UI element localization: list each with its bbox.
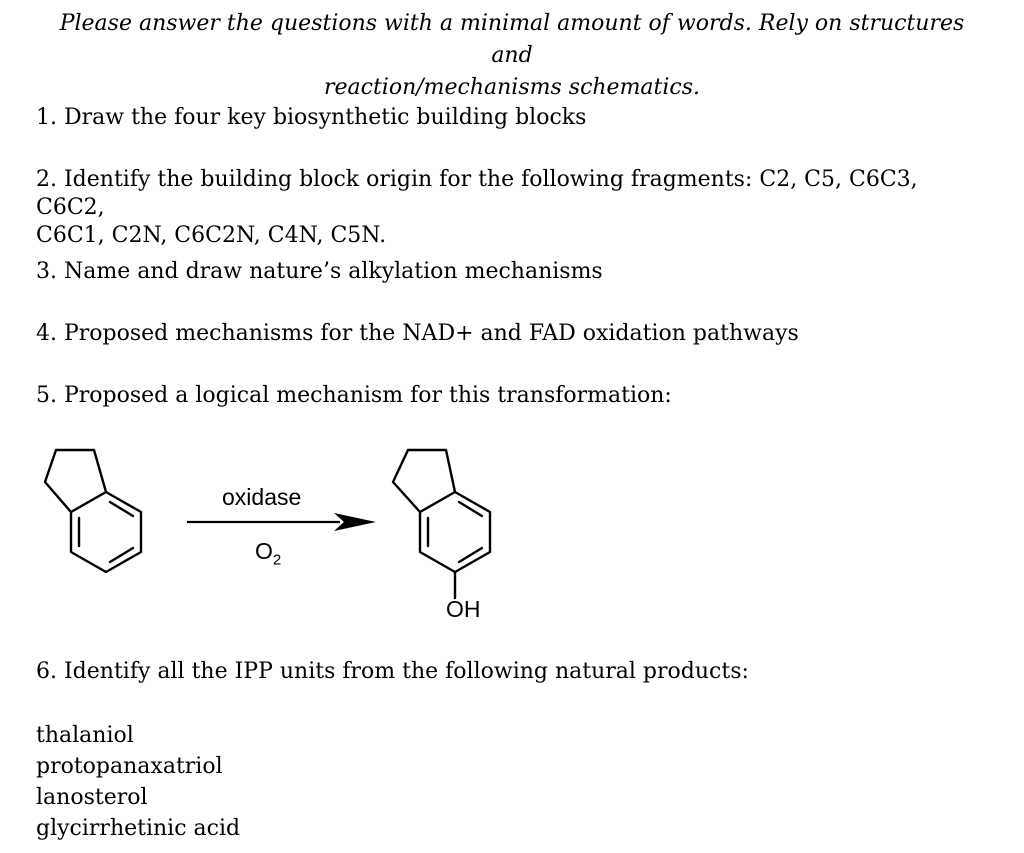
instructions-line-2: reaction/mechanisms schematics. xyxy=(323,75,701,100)
reagent-oxygen-symbol: O xyxy=(255,538,273,564)
question-1: 1. Draw the four key biosynthetic building blocks xyxy=(36,105,587,130)
question-4: 4. Proposed mechanisms for the NAD+ and FAD oxidation pathways xyxy=(36,321,799,346)
indane-benzene-ring xyxy=(71,492,141,572)
instructions xyxy=(40,8,984,104)
indane-cyclopentane-ring xyxy=(45,450,106,512)
reagent-oxidase-label: oxidase xyxy=(222,484,302,510)
list-item: glycirrhetinic acid xyxy=(36,816,241,841)
hydroxyl-label: OH xyxy=(446,596,481,622)
list-item: protopanaxatriol xyxy=(36,754,223,779)
instructions-line-1: Please answer the questions with a minimal amount of words. Rely on structures and xyxy=(59,11,965,68)
list-item: lanosterol xyxy=(36,785,148,810)
natural-products-list xyxy=(36,720,240,844)
list-item: thalaniol xyxy=(36,723,134,748)
hydroxyindane-benzene-ring xyxy=(420,492,490,572)
question-2-line-2: C6C1, C2N, C6C2N, C4N, C5N. xyxy=(36,223,387,248)
reagent-oxygen-subscript: 2 xyxy=(272,551,282,569)
reaction-scheme-drawing xyxy=(0,430,1024,630)
question-2 xyxy=(36,166,986,250)
reaction-scheme xyxy=(0,430,1024,630)
question-5: 5. Proposed a logical mechanism for this transformation: xyxy=(36,383,672,408)
reagent-oxygen-label xyxy=(255,538,281,569)
indane-structure xyxy=(45,450,141,572)
question-2-line-1: 2. Identify the building block origin for the following fragments: C2, C5, C6C3, C6C2, xyxy=(36,167,918,220)
hydroxyindane-structure xyxy=(393,450,490,598)
reaction-arrow xyxy=(187,513,376,531)
reaction-arrow-head xyxy=(334,513,376,531)
question-3: 3. Name and draw nature’s alkylation mechanisms xyxy=(36,259,603,284)
question-6: 6. Identify all the IPP units from the following natural products: xyxy=(36,659,749,684)
hydroxyindane-cyclopentane-ring xyxy=(393,450,455,512)
